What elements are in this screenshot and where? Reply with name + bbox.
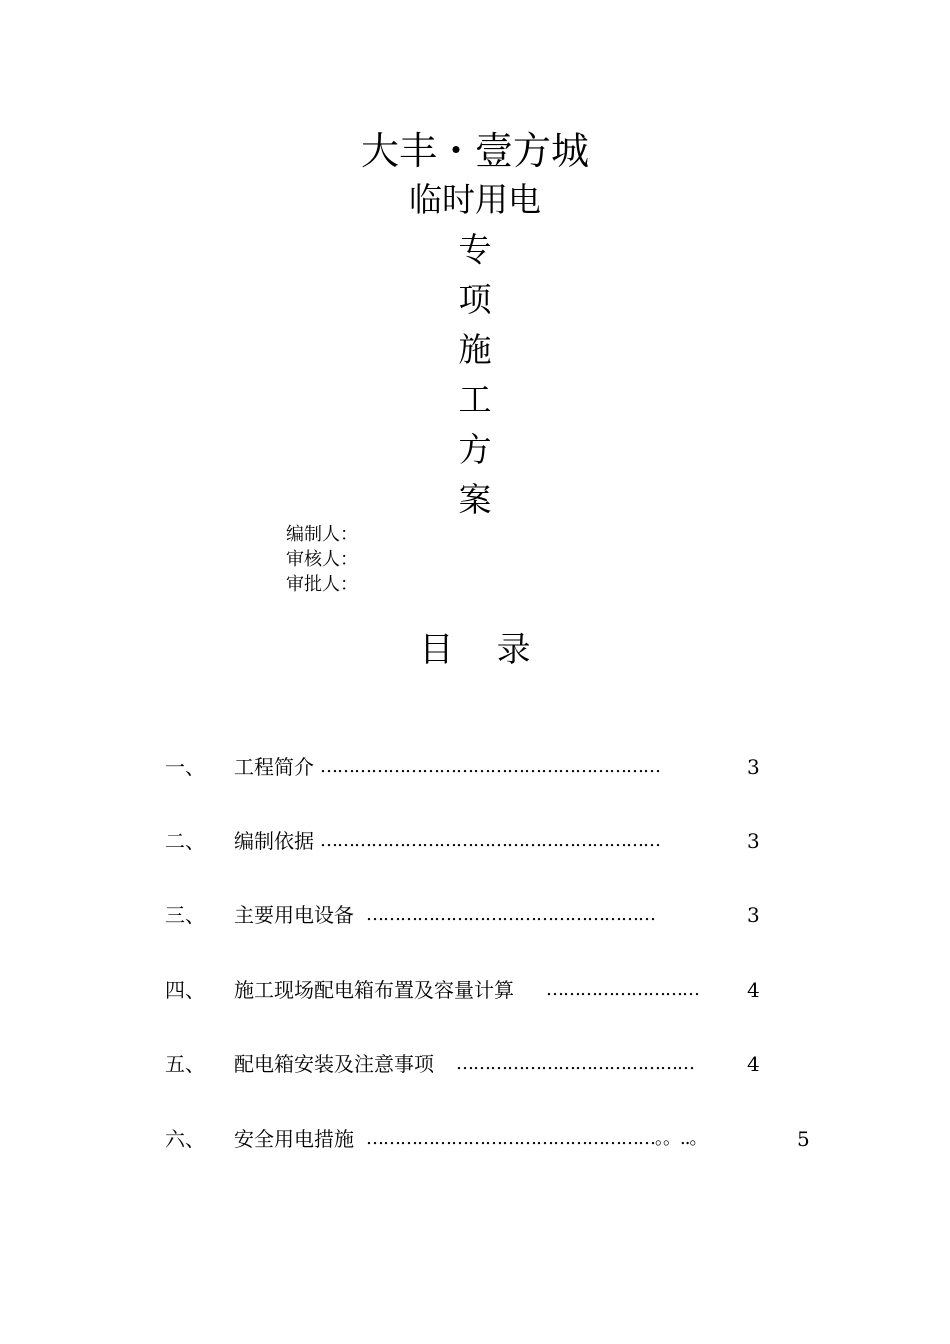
toc-leader-dots: …………………………………………………… <box>320 756 660 777</box>
toc-entry-title: 主要用电设备 <box>234 903 354 927</box>
title-char: 项 <box>458 280 492 319</box>
toc-entry-title: 编制依据 <box>234 829 314 853</box>
toc-entry-number: 四、 <box>165 978 205 1002</box>
toc-leader-dots: ……………………… <box>546 979 699 1000</box>
toc-leader-dots: …………………………………… <box>456 1053 694 1074</box>
approver-label: 审批人： <box>286 574 358 595</box>
reviewer-label: 审核人： <box>286 549 358 570</box>
toc-entry-title: 配电箱安装及注意事项 <box>234 1052 434 1076</box>
title-char: 案 <box>458 480 492 519</box>
toc-page-number: 5 <box>797 1127 810 1151</box>
toc-title: 目 录 <box>419 630 531 670</box>
toc-page-number: 3 <box>747 903 760 927</box>
toc-entry-title: 工程简介 <box>234 755 314 779</box>
toc-page-number: 4 <box>747 978 760 1002</box>
toc-entry-title: 安全用电措施 <box>234 1127 354 1151</box>
toc-page-number: 3 <box>747 829 760 853</box>
compiler-label: 编制人： <box>286 524 358 545</box>
toc-page-number: 3 <box>747 755 760 779</box>
title-char: 施 <box>458 330 492 369</box>
document-subtitle: 临时用电 <box>409 180 541 219</box>
signature-block <box>286 522 358 597</box>
toc-page-number: 4 <box>747 1052 760 1076</box>
toc-entry-title: 施工现场配电箱布置及容量计算 <box>234 978 514 1002</box>
toc-entry-number: 六、 <box>165 1127 205 1151</box>
title-char: 方 <box>458 430 492 469</box>
project-title: 大丰・壹方城 <box>360 129 589 173</box>
title-char: 工 <box>458 380 492 419</box>
toc-leader-dots: …………………………………………… <box>366 904 655 925</box>
toc-leader-dots: ……………………………………………。。..。 <box>366 1128 707 1149</box>
toc-entry-number: 五、 <box>165 1052 205 1076</box>
toc-entry-number: 一、 <box>165 755 205 779</box>
toc-entry-number: 二、 <box>165 829 205 853</box>
toc-entry-number: 三、 <box>165 903 205 927</box>
toc-leader-dots: …………………………………………………… <box>320 830 660 851</box>
title-char: 专 <box>458 230 492 269</box>
